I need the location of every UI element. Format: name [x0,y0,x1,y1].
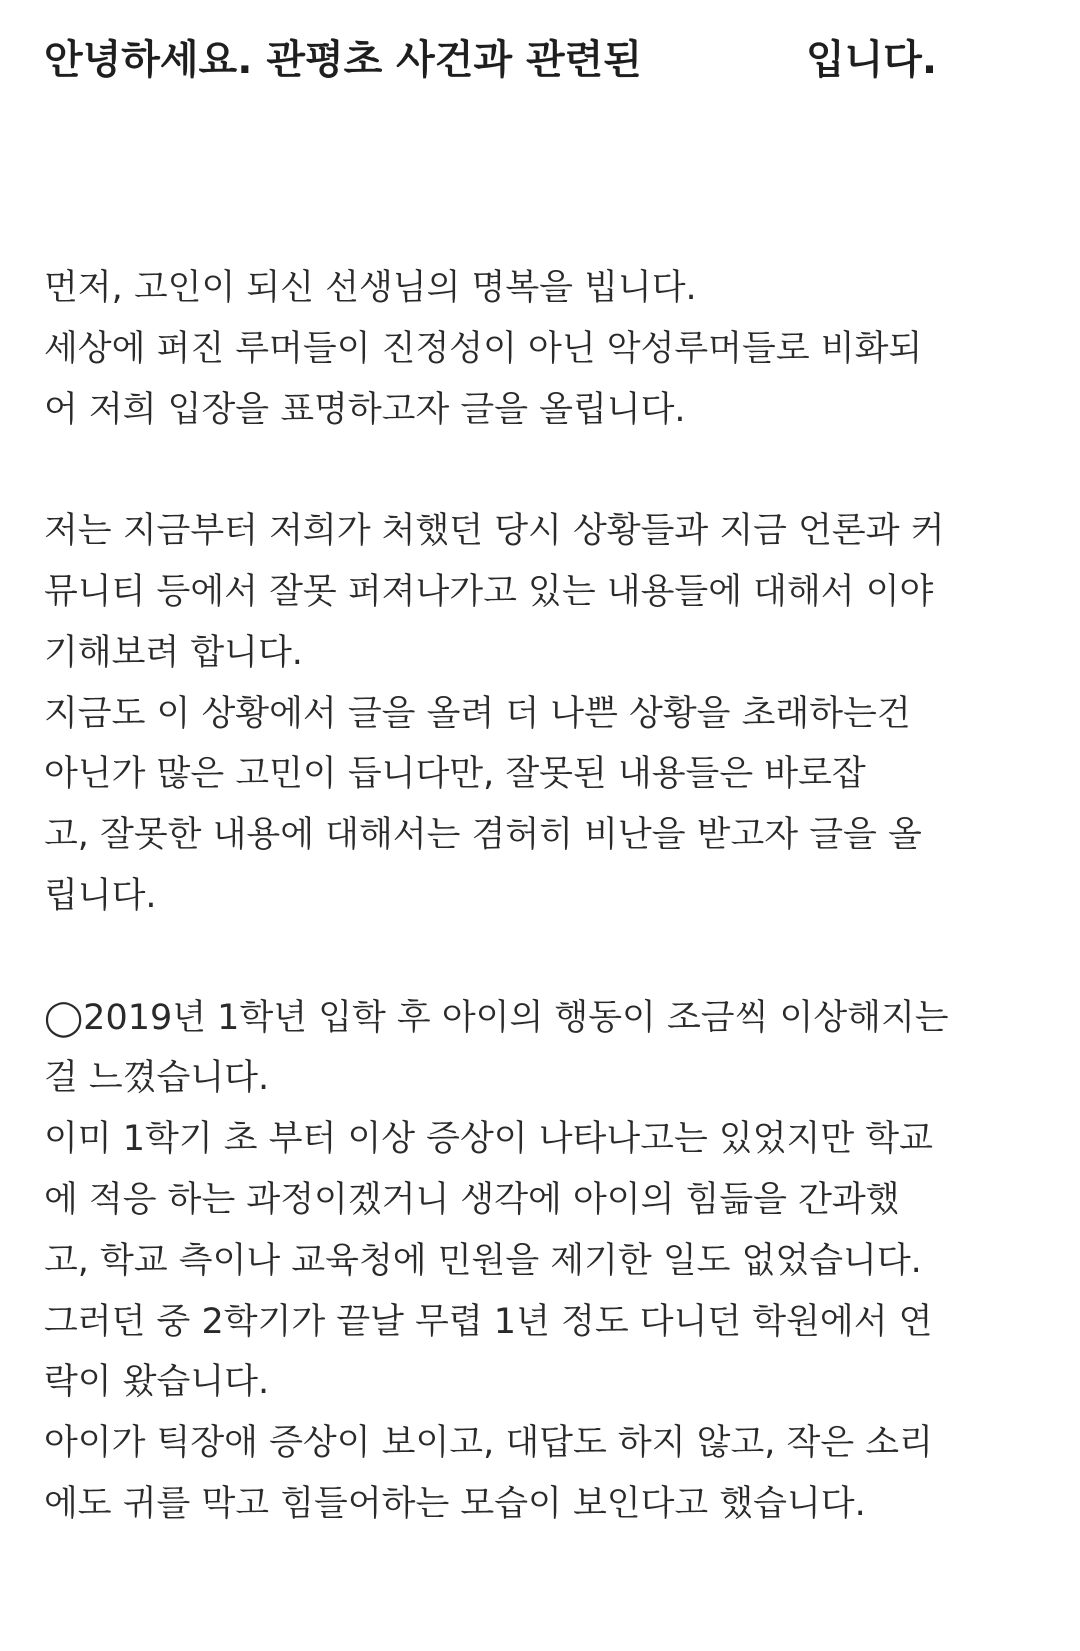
paragraph-2-line-7: 립니다. [44,875,157,916]
paragraph-1-line-2: 세상에 퍼진 루머들이 진정성이 아닌 악성루머들로 비화되 [44,328,923,369]
paragraph-gap [44,927,1040,988]
paragraph-3-line-8: 아이가 틱장애 증상이 보이고, 대답도 하지 않고, 작은 소리 [44,1423,933,1464]
paragraph-3-line-3: 이미 1학기 초 부터 이상 증상이 나타나고는 있었지만 학교 [44,1119,933,1160]
paragraph-3-line-1: ◯2019년 1학년 입학 후 아이의 행동이 조금씩 이상해지는 [44,997,949,1038]
paragraph-3-line-6: 그러던 중 2학기가 끝날 무렵 1년 정도 다니던 학원에서 연 [44,1301,933,1342]
paragraph-3-line-7: 락이 왔습니다. [44,1362,270,1403]
paragraph-3-line-5: 고, 학교 측이나 교육청에 민원을 제기한 일도 없었습니다. [44,1240,922,1281]
title-right: 입니다. [806,37,938,83]
paragraph-3-line-2: 걸 느꼈습니다. [44,1058,270,1099]
paragraph-3-line-9: 에도 귀를 막고 힘들어하는 모습이 보인다고 했습니다. [44,1483,866,1524]
paragraph-3-line-4: 에 적응 하는 과정이겠거니 생각에 아이의 힘듦을 간과했 [44,1179,900,1220]
paragraph-2-line-5: 아닌가 많은 고민이 듭니다만, 잘못된 내용들은 바로잡 [44,754,866,795]
paragraph-2-line-2: 뮤니티 등에서 잘못 퍼져나가고 있는 내용들에 대해서 이야 [44,571,934,612]
paragraph-2-line-3: 기해보려 합니다. [44,632,303,673]
paragraph-2-line-4: 지금도 이 상황에서 글을 올려 더 나쁜 상황을 초래하는건 [44,693,911,734]
paragraph-gap [44,440,1040,501]
paragraph-1-line-1: 먼저, 고인이 되신 선생님의 명복을 빕니다. [44,268,697,308]
paragraph-1-line-3: 어 저희 입장을 표명하고자 글을 올립니다. [44,389,686,430]
paragraph-2-line-6: 고, 잘못한 내용에 대해서는 겸허히 비난을 받고자 글을 올 [44,815,922,856]
document-body [44,258,1040,1535]
title-left: 안녕하세요. 관평초 사건과 관련된 [44,37,642,83]
page-title [44,30,1044,90]
paragraph-2-line-1: 저는 지금부터 저희가 처했던 당시 상황들과 지금 언론과 커 [44,511,945,552]
